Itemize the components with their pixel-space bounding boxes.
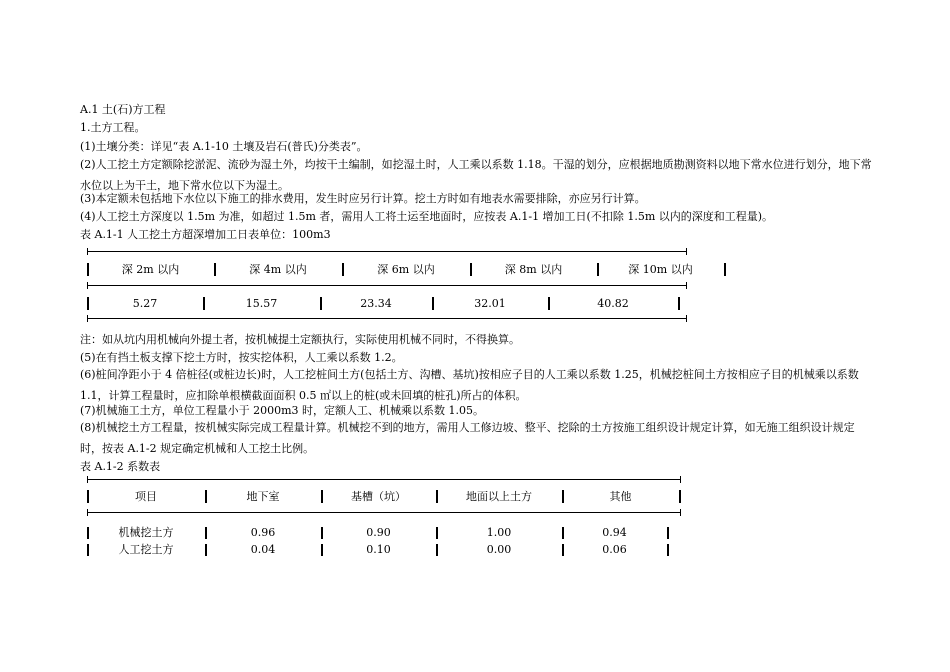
table1-value-cell: 5.27 bbox=[132, 297, 158, 310]
table2-top-rule bbox=[87, 479, 681, 480]
table1-value-cell: 32.01 bbox=[474, 297, 506, 310]
section-title: A.1 土(石)方工程 bbox=[80, 103, 166, 116]
table1-value-cell: 15.57 bbox=[245, 297, 278, 310]
paragraph-4: (4)人工挖土方深度以 1.5m 为准，如超过 1.5m 者，需用人工将土运至地面时，应按表 A.1-1 增加工日(不扣除 1.5m 以内的深度和工程量)。 bbox=[80, 210, 774, 223]
table1-note: 注：如从坑内用机械向外提土者，按机械提土定额执行，实际使用机械不同时，不得换算。 bbox=[80, 333, 520, 346]
table2-value-cell: 0.90 bbox=[366, 526, 391, 539]
table2-row-label: 机械挖土方 bbox=[118, 526, 174, 539]
paragraph-2: (2)人工挖土方定额除挖淤泥、流砂为湿土外，均按干土编制，如挖湿土时，人工乘以系数 1.18。干湿的划分，应根据地质勘测资料以地下常水位进行划分，地下常水位以上为干土，地下常水位以下为湿土。 bbox=[80, 158, 872, 192]
table2-header-cell: 地面以上土方 bbox=[466, 490, 532, 503]
table1 bbox=[87, 248, 727, 322]
table2-value-cell: 0.96 bbox=[250, 526, 276, 539]
table1-header-cell: 深 4m 以内 bbox=[249, 263, 307, 276]
table1-value-cell: 23.34 bbox=[360, 297, 392, 310]
table1-header-cell: 深 6m 以内 bbox=[377, 263, 435, 276]
table2-value-cell: 1.00 bbox=[486, 526, 512, 539]
table2-mid-rule bbox=[87, 512, 681, 513]
table2-value-cell: 0.10 bbox=[366, 543, 391, 556]
table2-row-label: 人工挖土方 bbox=[118, 543, 174, 556]
table1-value-cell: 40.82 bbox=[597, 297, 629, 310]
table1-header-cell: 深 8m 以内 bbox=[504, 263, 563, 276]
subsection-title: 1.土方工程。 bbox=[80, 121, 146, 134]
paragraph-5: (5)在有挡土板支撑下挖土方时，按实挖体积，人工乘以系数 1.2。 bbox=[80, 351, 403, 364]
table2-value-cell: 0.04 bbox=[250, 543, 276, 556]
table2-value-cell: 0.94 bbox=[602, 526, 627, 539]
table1-top-rule bbox=[87, 251, 687, 252]
table2 bbox=[87, 476, 687, 566]
table2-header-cell: 其他 bbox=[609, 490, 632, 503]
table1-border bbox=[724, 263, 726, 276]
table2-header-cell: 项目 bbox=[135, 490, 157, 503]
table1-caption: 表 A.1-1 人工挖土方超深增加工日表单位：100m3 bbox=[80, 228, 331, 241]
paragraph-7: (7)机械施工土方，单位工程量小于 2000m3 时，定额人工、机械乘以系数 1.05。 bbox=[80, 404, 484, 417]
table1-header-cell: 深 2m 以内 bbox=[121, 263, 180, 276]
table2-caption: 表 A.1-2 系数表 bbox=[80, 460, 161, 473]
table1-header-cell: 深 10m 以内 bbox=[628, 263, 693, 276]
paragraph-6: (6)桩间净距小于 4 倍桩径(或桩边长)时，人工挖桩间土方(包括土方、沟槽、基坑)按相应子目的人工乘以系数 1.25，机械挖桩间土方按相应子目的机械乘以系数 1.1，计算工程量时，应扣除单根横截面面积 0.5 ㎡以上的桩(或未回填的桩孔)所占的体积。 bbox=[80, 368, 859, 402]
paragraph-1: (1)土壤分类：详见“表 A.1-10 土壤及岩石(普氏)分类表”。 bbox=[80, 140, 368, 153]
table2-value-cell: 0.06 bbox=[602, 543, 627, 556]
table2-value-cell: 0.00 bbox=[486, 543, 512, 556]
table2-header-cell: 地下室 bbox=[246, 490, 280, 503]
paragraph-3: (3)本定额未包括地下水位以下施工的排水费用，发生时应另行计算。挖土方时如有地表水需要排除，亦应另行计算。 bbox=[80, 192, 646, 205]
table1-border bbox=[678, 297, 680, 310]
table2-border bbox=[679, 490, 681, 503]
table1-bottom-rule bbox=[87, 318, 687, 319]
table2-border bbox=[667, 544, 669, 556]
paragraph-8: (8)机械挖土方工程量，按机械实际完成工程量计算。机械挖不到的地方，需用人工修边坡、整平、挖除的土方按施工组织设计规定计算，如无施工组织设计规定时，按表 A.1-2 规定确定机械和人工挖土比例。 bbox=[80, 421, 855, 455]
table1-mid-rule bbox=[87, 285, 687, 286]
table2-header-cell: 基槽（坑） bbox=[351, 490, 406, 503]
table2-border bbox=[667, 527, 669, 539]
